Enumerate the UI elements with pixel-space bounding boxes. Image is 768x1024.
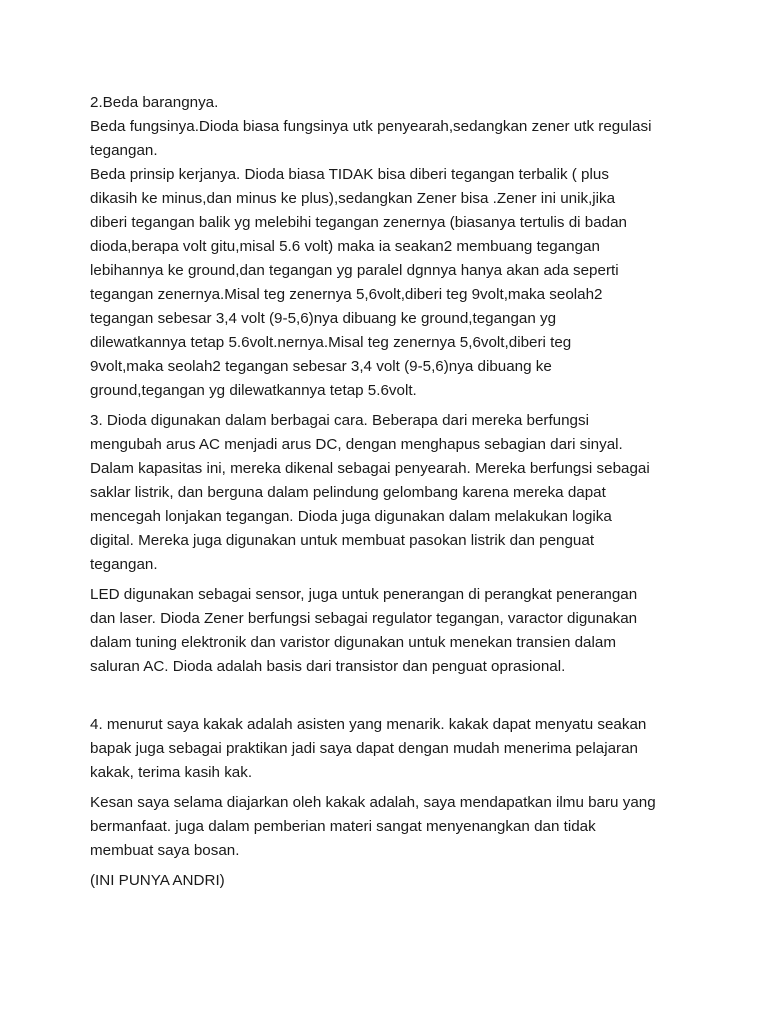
paragraph-impression: Kesan saya selama diajarkan oleh kakak adalah, saya mendapatkan ilmu baru yang bermanfaat. juga dalam pemberian materi sangat menyenangkan dan tidak membuat saya bosan.: [90, 794, 656, 859]
paragraph-assistant-opinion: 4. menurut saya kakak adalah asisten yang menarik. kakak dapat menyatu seakan bapak juga sebagai praktikan jadi saya dapat dengan mudah menerima pelajaran kakak, terima kasih kak.: [90, 716, 647, 781]
section-gap: [90, 679, 720, 713]
paragraph-zener-difference: 2.Beda barangnya. Beda fungsinya.Dioda biasa fungsinya utk penyearah,sedangkan zener utk regulasi tegangan. Beda prinsip kerjanya. Dioda biasa TIDAK bisa diberi tegangan terbalik ( plus dikasih ke minus,dan minus ke plus),sedangkan Zener bisa .Zener ini unik,jika diberi tegangan balik yg melebihi tegangan zenernya (biasanya tertulis di badan dioda,berapa volt gitu,misal 5.6 volt) maka ia seakan2 membuang tegangan lebihannya ke ground,dan tegangan yg paralel dgnnya hanya akan ada seperti tegangan zenernya.Misal teg zenernya 5,6volt,diberi teg 9volt,maka seolah2 tegangan sebesar 3,4 volt (9-5,6)nya dibuang ke ground,tegangan yg dilewatkannya tetap 5.6volt.nernya.Misal teg zenernya 5,6volt,diberi teg 9volt,maka seolah2 tegangan sebesar 3,4 volt (9-5,6)nya dibuang ke ground,tegangan yg dilewatkannya tetap 5.6volt.: [90, 94, 652, 399]
document-page: [90, 91, 720, 893]
paragraph-led-uses: LED digunakan sebagai sensor, juga untuk penerangan di perangkat penerangan dan laser. Dioda Zener berfungsi sebagai regulator tegangan, varactor digunakan dalam tuning elektronik dan varistor digunakan untuk menekan transien dalam saluran AC. Dioda adalah basis dari transistor dan penguat oprasional.: [90, 586, 638, 675]
paragraph-signature: (INI PUNYA ANDRI): [90, 872, 225, 889]
paragraph-diode-uses: 3. Dioda digunakan dalam berbagai cara. Beberapa dari mereka berfungsi mengubah arus AC menjadi arus DC, dengan menghapus sebagian dari sinyal. Dalam kapasitas ini, mereka dikenal sebagai penyearah. Mereka berfungsi sebagai saklar listrik, dan berguna dalam pelindung gelombang karena mereka dapat mencegah lonjakan tegangan. Dioda juga digunakan dalam melakukan logika digital. Mereka juga digunakan untuk membuat pasokan listrik dan penguat tegangan.: [90, 412, 650, 573]
